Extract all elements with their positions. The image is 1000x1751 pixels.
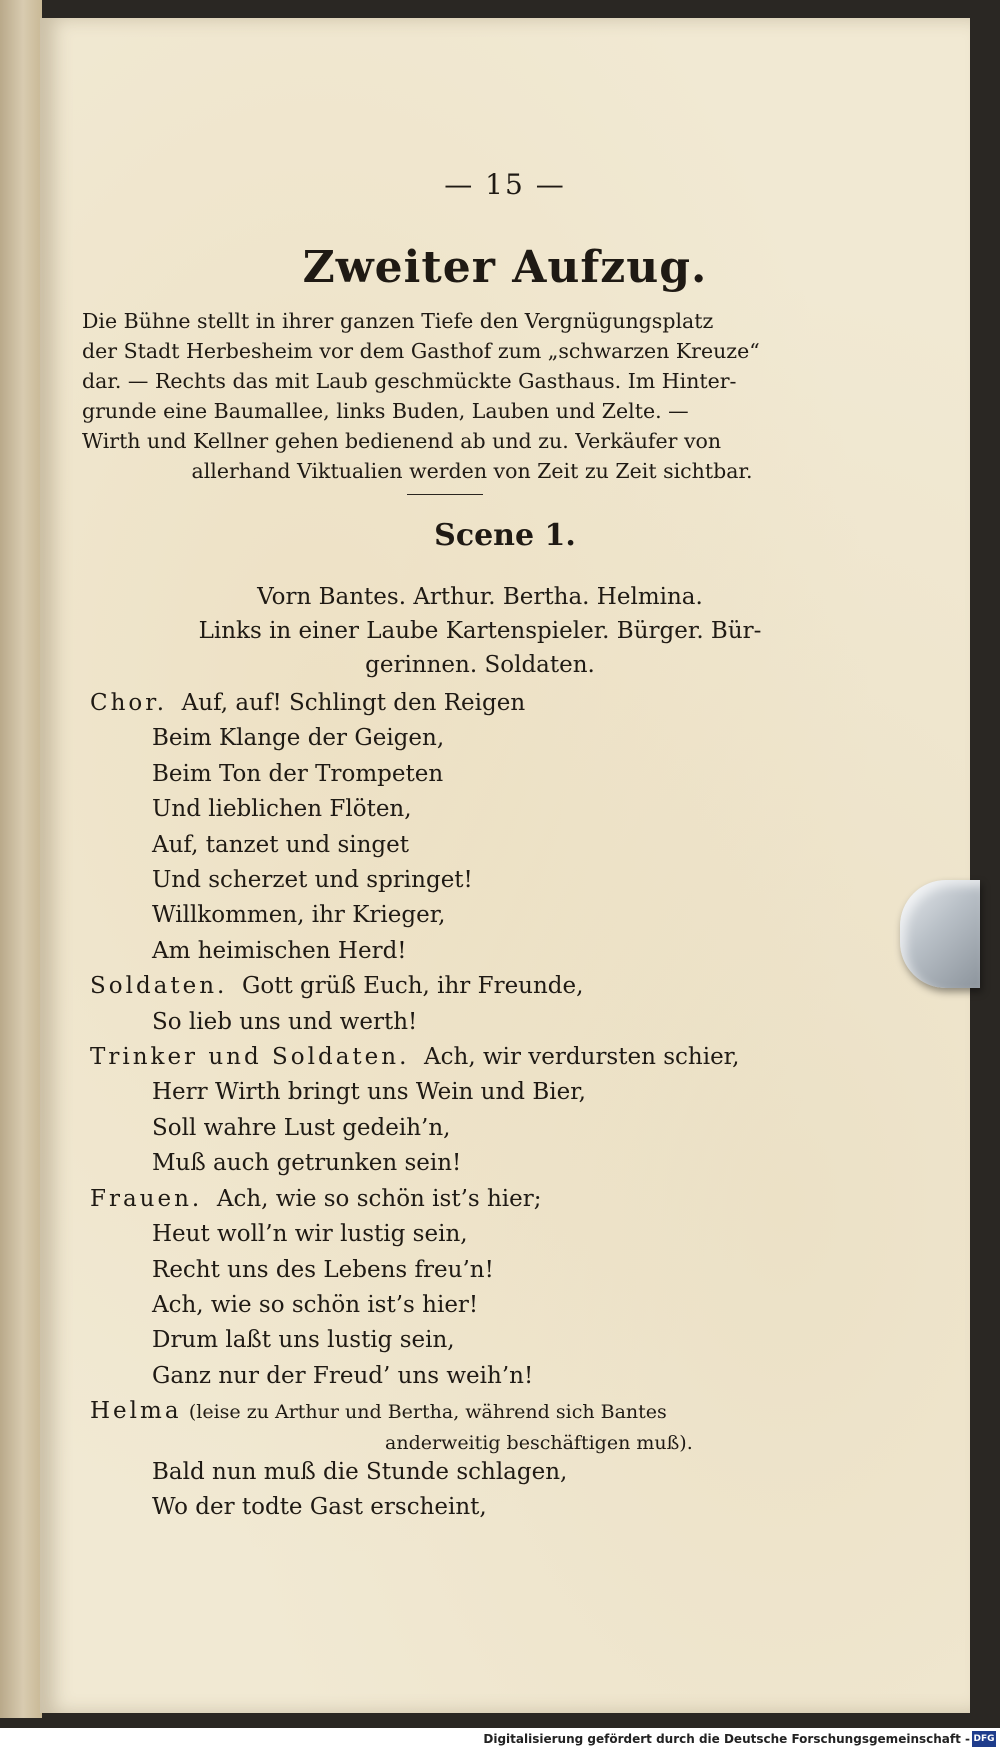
script-text — [90, 686, 900, 1525]
speaker-chor: Chor. — [90, 690, 168, 716]
verse-text: Ach, wir verdursten schier, — [424, 1044, 740, 1071]
cast-line: Links in einer Laube Kartenspieler. Bürger. Bür- — [198, 618, 762, 644]
footer-bar — [0, 1728, 1000, 1751]
stage-direction-line: allerhand Viktualien werden von Zeit zu Zeit sichtbar. — [191, 459, 753, 483]
page-number: — 15 — — [444, 168, 566, 201]
verse-line: Auf, tanzet und singet — [152, 831, 409, 858]
verse-line — [90, 1182, 900, 1217]
previous-page-edge — [0, 0, 42, 1718]
stage-note-continued: anderweitig beschäftigen muß). — [385, 1431, 693, 1454]
stage-direction-line: der Stadt Herbesheim vor dem Gasthof zum „schwarzen Kreuze“ — [82, 339, 760, 363]
cast-line: gerinnen. Soldaten. — [365, 652, 595, 678]
page-clip — [900, 880, 980, 988]
speaker-helma: Helma — [90, 1398, 182, 1425]
dfg-logo: DFG — [972, 1731, 996, 1747]
scene-title: Scene 1. — [434, 518, 576, 553]
verse-line: Ganz nur der Freud’ uns weih’n! — [152, 1362, 534, 1389]
verse-line — [90, 686, 900, 721]
stage-direction-line: Wirth und Kellner gehen bedienend ab und zu. Verkäufer von — [82, 429, 722, 453]
act-title: Zweiter Aufzug. — [302, 242, 708, 293]
verse-line: Beim Ton der Trompeten — [152, 760, 444, 787]
speaker-frauen: Frauen. — [90, 1185, 203, 1212]
verse-line: Bald nun muß die Stunde schlagen, — [152, 1458, 568, 1485]
verse-text: Ach, wie so schön ist’s hier; — [216, 1185, 542, 1212]
verse-line: Muß auch getrunken sein! — [152, 1150, 462, 1177]
verse-line: Heut woll’n wir lustig sein, — [152, 1221, 468, 1248]
verse-line: Am heimischen Herd! — [152, 937, 407, 964]
verse-text: Auf, auf! Schlingt den Reigen — [181, 690, 526, 716]
cast-line: Vorn Bantes. Arthur. Bertha. Helmina. — [257, 584, 703, 610]
verse-line: Ach, wie so schön ist’s hier! — [152, 1291, 479, 1318]
verse-line: Drum laßt uns lustig sein, — [152, 1327, 455, 1354]
cast-list — [90, 580, 870, 682]
speaker-soldaten: Soldaten. — [90, 973, 228, 1000]
stage-direction-line: Die Bühne stellt in ihrer ganzen Tiefe den Vergnügungsplatz — [82, 309, 714, 333]
verse-line: Beim Klange der Geigen, — [152, 725, 445, 752]
verse-line: Und scherzet und springet! — [152, 867, 473, 894]
verse-line: Und lieblichen Flöten, — [152, 796, 412, 823]
verse-line: Willkommen, ihr Krieger, — [152, 902, 446, 929]
footer-credit: Digitalisierung gefördert durch die Deutsche Forschungsgemeinschaft - — [483, 1732, 970, 1746]
stage-direction-line: grunde eine Baumallee, links Buden, Lauben und Zelte. — — [82, 399, 689, 423]
verse-line: Herr Wirth bringt uns Wein und Bier, — [152, 1079, 586, 1106]
verse-line: Recht uns des Lebens freu’n! — [152, 1256, 494, 1283]
speaker-trinker-und-soldaten: Trinker und Soldaten. — [90, 1044, 410, 1071]
book-page — [40, 18, 970, 1713]
verse-line: Wo der todte Gast erscheint, — [152, 1493, 487, 1520]
stage-note: (leise zu Arthur und Bertha, während sich Bantes — [188, 1401, 667, 1424]
verse-line — [90, 1040, 900, 1075]
verse-line: Soll wahre Lust gedeih’n, — [152, 1114, 451, 1141]
verse-line: So lieb uns und werth! — [152, 1008, 418, 1035]
section-divider — [407, 494, 483, 495]
stage-direction-line: dar. — Rechts das mit Laub geschmückte Gasthaus. Im Hinter- — [82, 369, 737, 393]
stage-direction — [82, 306, 862, 486]
verse-text: Gott grüß Euch, ihr Freunde, — [242, 973, 584, 1000]
verse-line — [90, 969, 900, 1004]
verse-line — [90, 1394, 900, 1430]
